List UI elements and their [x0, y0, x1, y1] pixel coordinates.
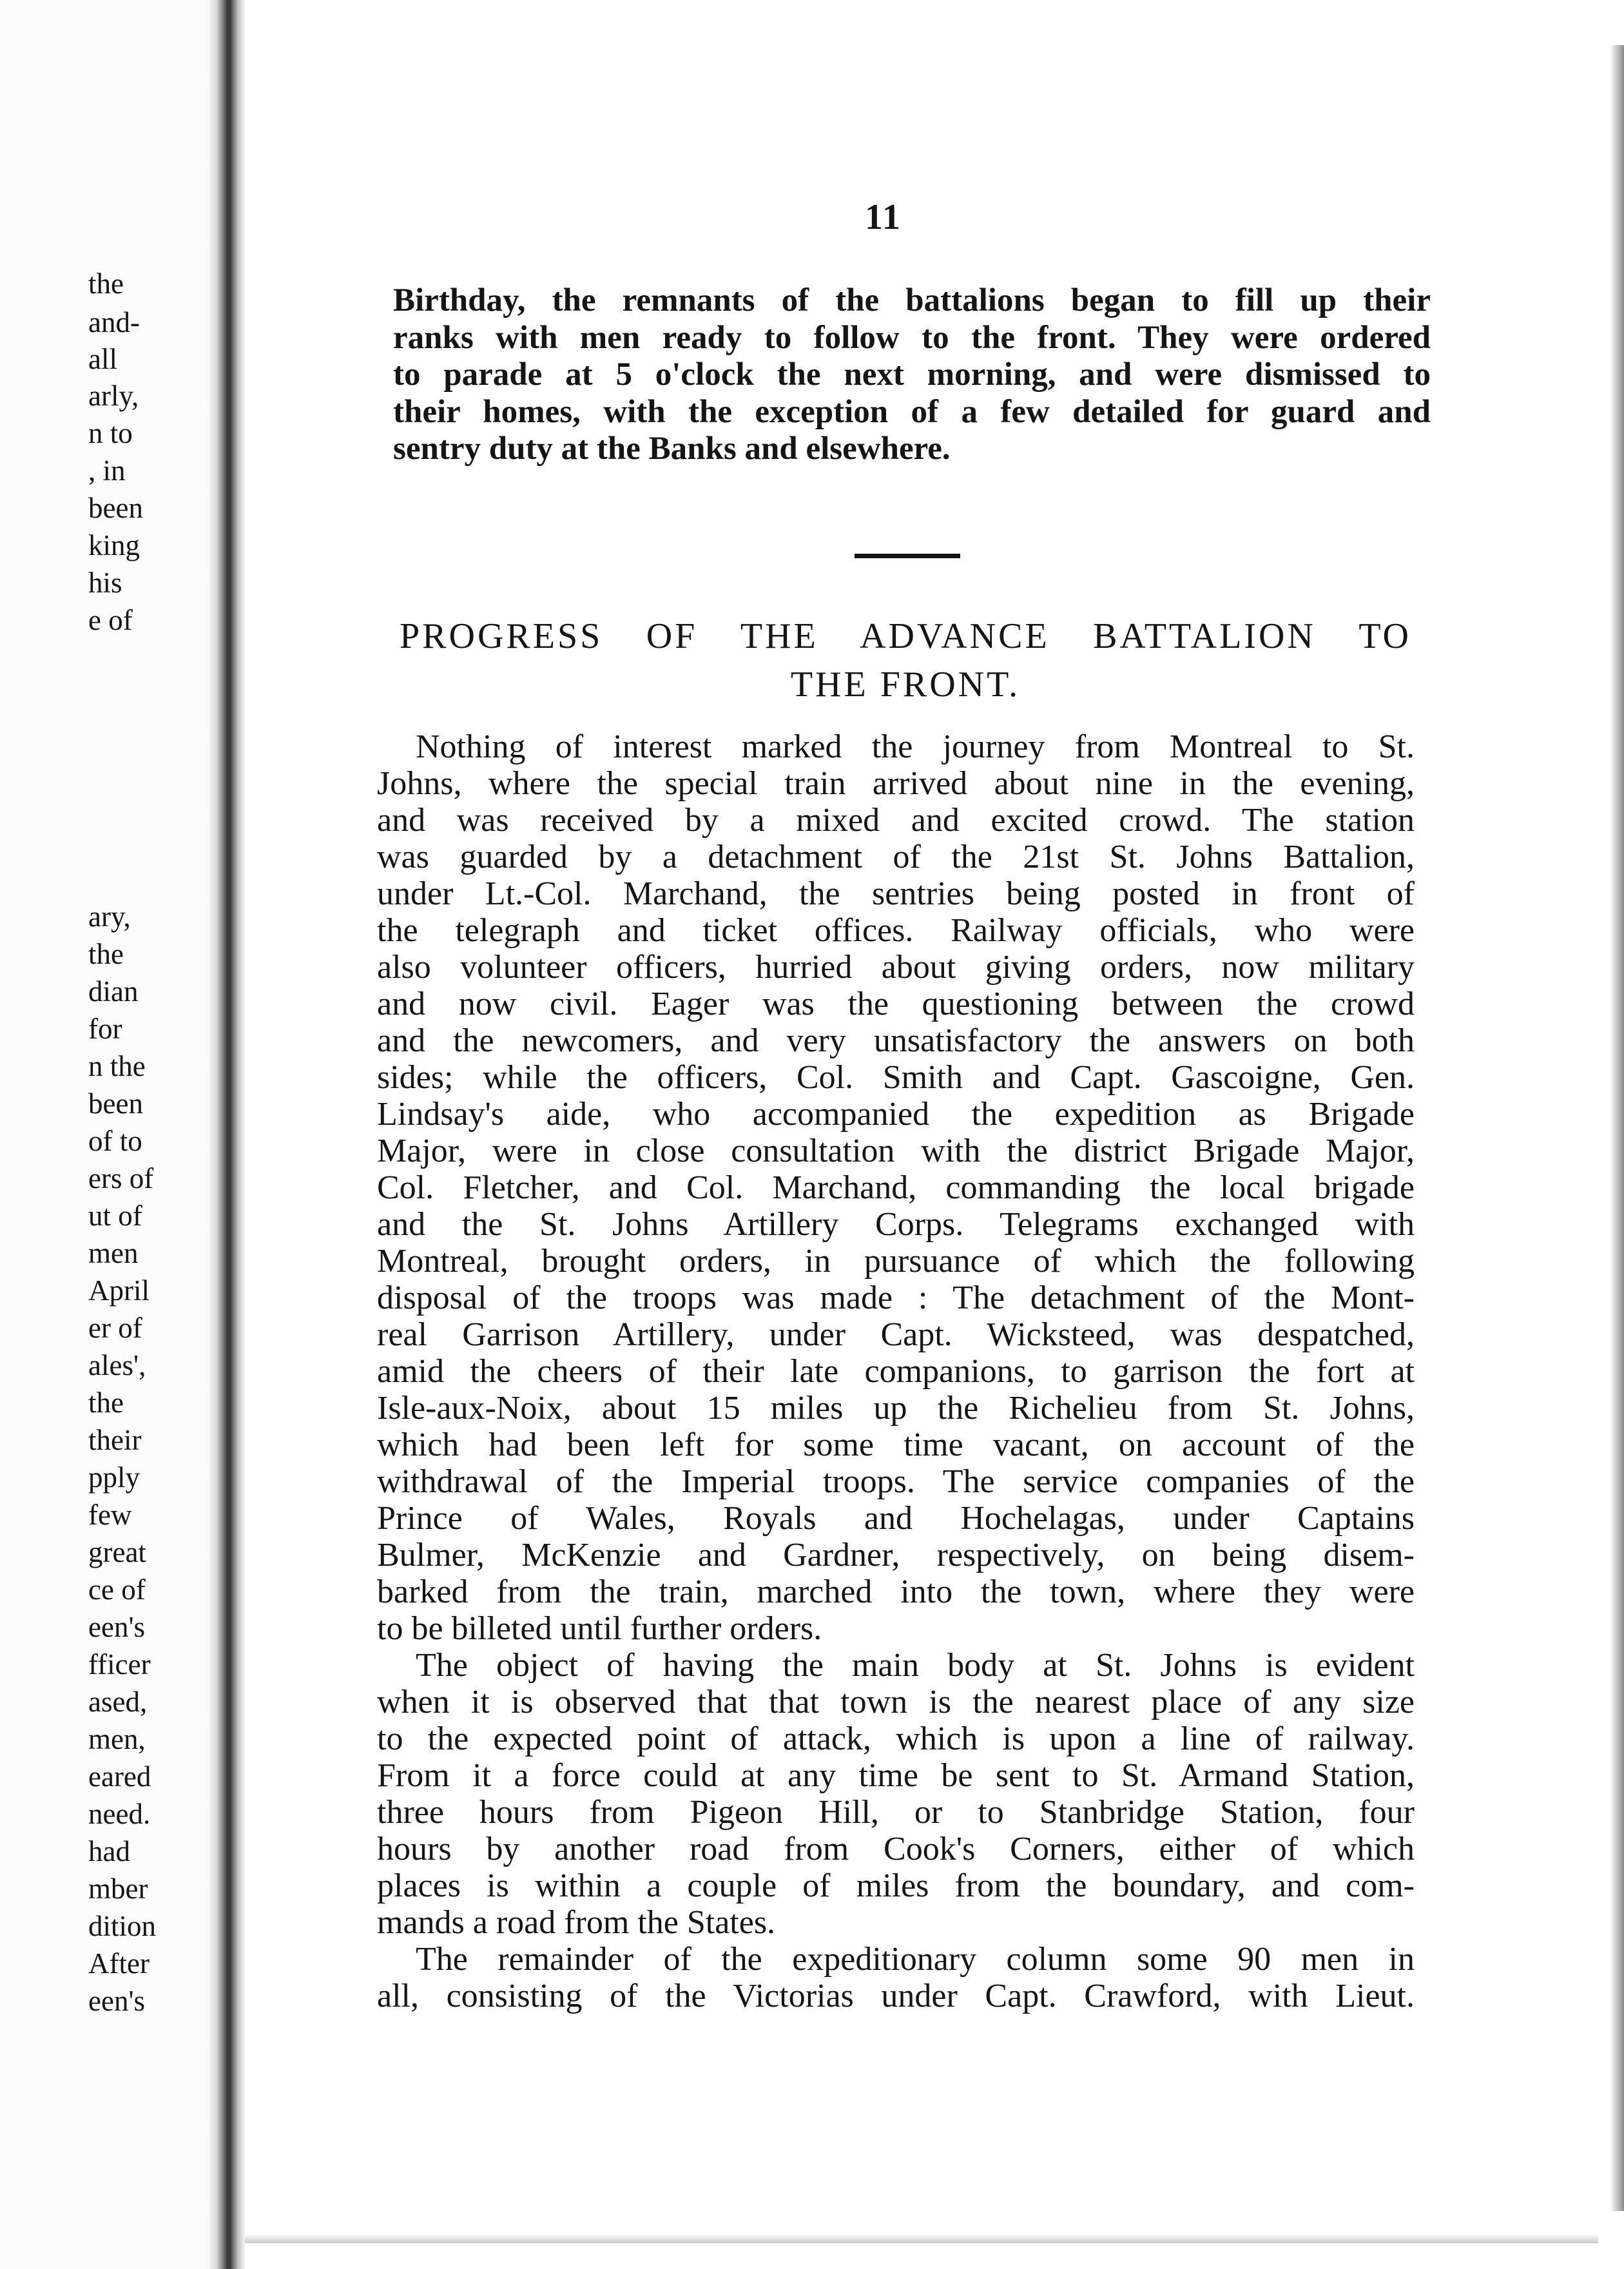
- text-line: which had been left for some time vacant, on account of the: [377, 1427, 1415, 1463]
- text-line: Lindsay's aide, who accompanied the expedition as Brigade: [377, 1096, 1415, 1133]
- text-line: and the St. Johns Artillery Corps. Telegrams exchanged with: [377, 1206, 1415, 1243]
- text-line: Birthday, the remnants of the battalions began to fill up their: [393, 282, 1431, 318]
- page-edge-shadow: [1610, 45, 1624, 2211]
- text-line: From it a force could at any time be sent to St. Armand Station,: [377, 1757, 1415, 1794]
- text-line: withdrawal of the Imperial troops. The service companies of the: [377, 1463, 1415, 1500]
- left-fragment: een's: [88, 1611, 146, 1643]
- text-line: places is within a couple of miles from the boundary, and com-: [377, 1867, 1415, 1904]
- left-fragment: ales',: [88, 1349, 146, 1381]
- text-line: sides; while the officers, Col. Smith and Capt. Gascoigne, Gen.: [377, 1059, 1415, 1096]
- text-line: when it is observed that that town is the nearest place of any size: [377, 1684, 1415, 1720]
- left-fragment: After: [88, 1947, 150, 1980]
- text-line: hours by another road from Cook's Corners, either of which: [377, 1831, 1415, 1867]
- text-line: mands a road from the States.: [377, 1904, 776, 1941]
- text-line: and now civil. Eager was the questioning between the crowd: [377, 986, 1415, 1022]
- page-number: 11: [865, 197, 902, 237]
- text-line: The object of having the main body at St. Johns is evident: [416, 1647, 1415, 1684]
- left-fragment: the: [88, 938, 124, 970]
- left-fragment: ce of: [88, 1573, 146, 1606]
- text-line: Isle-aux-Noix, about 15 miles up the Richelieu from St. Johns,: [377, 1390, 1415, 1427]
- text-line: all, consisting of the Victorias under Capt. Crawford, with Lieut.: [377, 1978, 1415, 2014]
- text-line: Col. Fletcher, and Col. Marchand, commanding the local brigade: [377, 1169, 1415, 1206]
- left-fragment: his: [88, 567, 122, 599]
- left-fragment: men: [88, 1237, 139, 1269]
- left-fragment: been: [88, 492, 143, 524]
- left-fragment: been: [88, 1087, 143, 1120]
- text-line: Montreal, brought orders, in pursuance of which the following: [377, 1243, 1415, 1280]
- left-fragment: dian: [88, 975, 139, 1008]
- left-fragment: ut of: [88, 1200, 142, 1232]
- left-fragment: ased,: [88, 1686, 148, 1718]
- text-line: Bulmer, McKenzie and Gardner, respectively, on being disem-: [377, 1537, 1415, 1573]
- text-line: and was received by a mixed and excited crowd. The station: [377, 802, 1415, 839]
- text-line: The remainder of the expeditionary column some 90 men in: [416, 1941, 1415, 1978]
- heading-line: PROGRESS OF THE ADVANCE BATTALION TO: [400, 616, 1411, 656]
- page-bottom-shadow: [245, 2234, 1598, 2243]
- left-fragment: e of: [88, 604, 133, 636]
- text-line: Nothing of interest marked the journey from Montreal to St.: [416, 728, 1415, 765]
- text-line: real Garrison Artillery, under Capt. Wicksteed, was despatched,: [377, 1316, 1415, 1353]
- text-line: disposal of the troops was made : The detachment of the Mont-: [377, 1280, 1415, 1316]
- left-fragment: eared: [88, 1760, 151, 1793]
- section-divider: [855, 554, 960, 558]
- text-line: to the expected point of attack, which is upon a line of railway.: [377, 1720, 1415, 1757]
- text-line: under Lt.-Col. Marchand, the sentries being posted in front of: [377, 875, 1415, 912]
- left-fragment: and-: [88, 306, 140, 338]
- left-fragment: n the: [88, 1050, 146, 1082]
- left-fragment: mber: [88, 1873, 148, 1905]
- heading-line: THE FRONT.: [790, 665, 1021, 705]
- left-fragment: king: [88, 529, 140, 561]
- left-fragment: er of: [88, 1312, 142, 1344]
- left-fragment: for: [88, 1013, 122, 1045]
- text-line: to be billeted until further orders.: [377, 1610, 822, 1647]
- left-fragment: need.: [88, 1798, 151, 1830]
- left-facing-page: [0, 0, 209, 2269]
- left-fragment: pply: [88, 1461, 140, 1494]
- text-line: ranks with men ready to follow to the front. They were ordered: [393, 319, 1431, 356]
- left-fragment: April: [88, 1274, 150, 1307]
- text-line: three hours from Pigeon Hill, or to Stanbridge Station, four: [377, 1794, 1415, 1831]
- text-line: was guarded by a detachment of the 21st St. Johns Battalion,: [377, 839, 1415, 875]
- left-fragment: men,: [88, 1723, 146, 1755]
- left-fragment: the: [88, 1387, 124, 1419]
- left-fragment: of to: [88, 1125, 142, 1157]
- left-fragment: all: [88, 343, 117, 375]
- left-fragment: had: [88, 1835, 130, 1867]
- left-fragment: dition: [88, 1910, 157, 1942]
- left-fragment: een's: [88, 1985, 146, 2017]
- text-line: the telegraph and ticket offices. Railway officials, who were: [377, 912, 1415, 949]
- left-fragment: their: [88, 1424, 142, 1456]
- left-fragment: ers of: [88, 1162, 154, 1194]
- body-text: [377, 728, 1415, 2014]
- left-fragment: arly,: [88, 380, 139, 412]
- text-line: Prince of Wales, Royals and Hochelagas, under Captains: [377, 1500, 1415, 1537]
- left-fragment: the: [88, 268, 124, 300]
- left-fragment: few: [88, 1499, 132, 1531]
- section-heading: [400, 612, 1411, 709]
- text-line: and the newcomers, and very unsatisfactory the answers on both: [377, 1022, 1415, 1059]
- text-line: sentry duty at the Banks and elsewhere.: [393, 431, 951, 467]
- left-fragment: great: [88, 1536, 146, 1568]
- left-fragment: ary,: [88, 901, 131, 933]
- text-line: Major, were in close consultation with the district Brigade Major,: [377, 1133, 1415, 1169]
- text-line: barked from the train, marched into the town, where they were: [377, 1573, 1415, 1610]
- left-fragment: n to: [88, 417, 133, 449]
- left-fragment: fficer: [88, 1648, 151, 1680]
- left-fragment: , in: [88, 454, 126, 487]
- gutter-fold-line: [227, 0, 231, 2269]
- text-line: their homes, with the exception of a few detailed for guard and: [393, 393, 1431, 430]
- text-line: to parade at 5 o'clock the next morning, and were dismissed to: [393, 356, 1431, 393]
- text-line: also volunteer officers, hurried about giving orders, now military: [377, 949, 1415, 986]
- text-line: Johns, where the special train arrived about nine in the evening,: [377, 765, 1415, 802]
- text-line: amid the cheers of their late companions, to garrison the fort at: [377, 1353, 1415, 1390]
- intro-paragraph: [393, 282, 1431, 468]
